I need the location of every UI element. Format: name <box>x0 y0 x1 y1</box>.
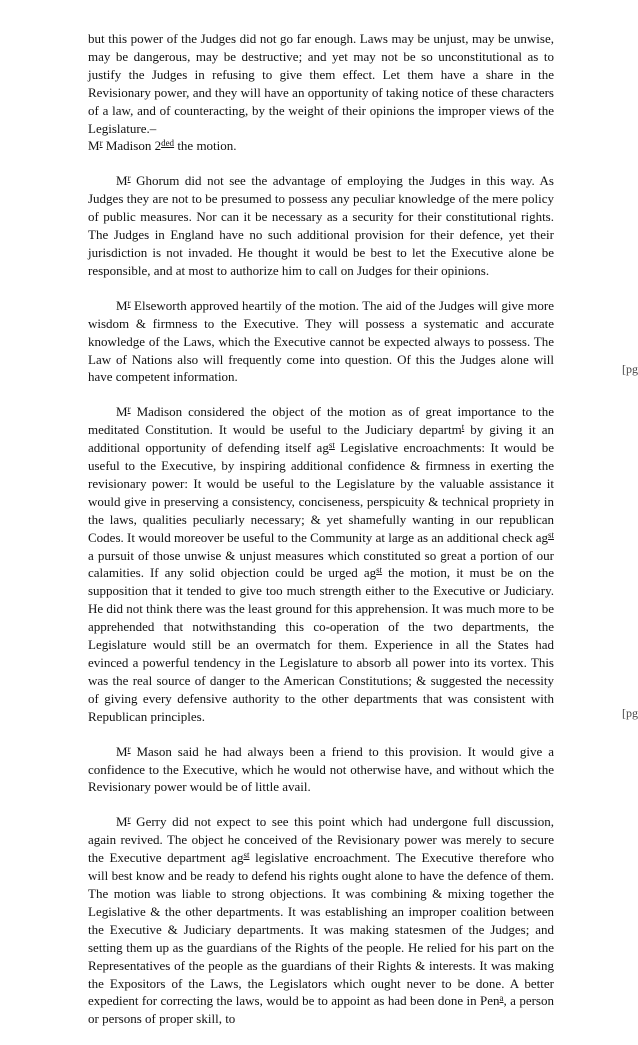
superscript: st <box>547 529 554 540</box>
paragraph-text: Ghorum did not see the advantage of employing the Judges in this way. As Judges they are not to be presumed to possess any peculiar knowledge of the mere policy of public measures. Nor can it be necessary as a security for their constitutional rights. The Judges in England have no such additional provision for their defence, yet their jurisdiction is not invaded. He thought it would be best to let the Executive alone be responsible, and at most to authorize him to call on Judges for their opinions. <box>88 173 554 278</box>
superscript: st <box>243 850 250 861</box>
superscript: t <box>461 422 465 433</box>
superscript: r <box>127 814 131 825</box>
superscript: r <box>127 404 131 415</box>
document-page <box>88 30 554 1045</box>
paragraph-text: , a person or persons of proper skill, to <box>88 993 554 1027</box>
superscript: st <box>328 440 335 451</box>
superscript: a <box>499 993 504 1004</box>
paragraph-1 <box>88 30 554 155</box>
page-marker-link[interactable]: [pg <box>622 706 638 720</box>
paragraph-text: legislative encroachment. The Executive therefore who will best know and be ready to defend his rights ought alone to have the defence of them. The motion was liable to strong objections. It was combining & mixing together the Legislative & the other departments. It was establishing an improper coalition between the Executive & Judiciary departments. It was making statesmen of the Judges; and setting them up as the guardians of the Rights of the people. He relied for his part on the Representatives of the people as the guardians of their Rights & interests. It was making the Expositors of the Laws, the Legislators which ought never to be done. A better expedient for correcting the laws, would be to appoint as had been done in Pen <box>88 850 554 1009</box>
superscript: ded <box>161 138 175 149</box>
superscript: r <box>127 297 131 308</box>
paragraph-text: but this power of the Judges did not go far enough. Laws may be unjust, may be unwise, may be dangerous, may be destructive; and yet may not be so unconstitutional as to justify the Judges in refusing to give them effect. Let them have a share in the Revisionary power, and they will have an opportunity of taking notice of these characters of a law, and of counteracting, by the weight of their opinions the improper views of the Legislature.– <box>88 31 554 136</box>
paragraph-text: Gerry did not expect to see this point which had undergone full discussion, again revived. The object he conceived of the Revisionary power was merely to secure the Executive department ag <box>88 814 554 866</box>
abbrev-mr: M <box>116 814 128 830</box>
abbrev-mr: M <box>116 743 128 759</box>
paragraph-text: Elseworth approved heartily of the motion. The aid of the Judges will give more wisdom & firmness to the Executive. They will possess a systematic and accurate knowledge of the Laws, which the Executive cannot be expected always to possess. The Law of Nations also will frequently come into question. Of this the Judges alone will have competent information. <box>88 297 554 385</box>
paragraph-text: Madison considered the object of the motion as of great importance to the meditated Constitution. It would be useful to the Judiciary departm <box>88 404 554 438</box>
abbrev-mr: M <box>116 404 128 420</box>
abbrev-mr: M <box>116 297 128 313</box>
superscript: r <box>127 743 131 754</box>
paragraph-2 <box>88 172 554 279</box>
paragraph-text: the motion, it must be on the supposition that it tended to give too much strength either to the Executive or Judiciary. He did not think there was the least ground for this apprehension. It was much more to be apprehended that notwithstanding this co-operation of the two departments, the Legislature would still be an overmatch for them. Experience in all the States had evinced a powerful tendency in the Legislature to absorb all power into its vortex. This was the real source of danger to the American Constitutions; & suggested the necessity of giving every defensive authority to the other departments that was consistent with Republican principles. <box>88 565 554 724</box>
superscript: r <box>99 138 103 149</box>
superscript: st <box>376 565 383 576</box>
superscript: r <box>127 173 131 184</box>
abbrev-mr: M <box>116 173 128 189</box>
abbrev-mr: M <box>88 138 100 154</box>
page-marker-link[interactable]: [pg <box>622 362 638 376</box>
paragraph-text: the motion. <box>174 138 237 154</box>
paragraph-text: by giving it an additional opportunity of defending itself ag <box>88 422 555 456</box>
paragraph-5 <box>88 743 554 797</box>
paragraph-4 <box>88 403 554 725</box>
paragraph-3 <box>88 297 554 387</box>
paragraph-text: Legislative encroachments: It would be useful to the Executive, by inspiring additional confidence & firmness in exerting the revisionary power: It would be useful to the Legislature by the valuable assistance it would give in preserving a consistency, conciseness, perspicuity & technical propriety in the laws, qualities peculiarly necessary; & yet shamefully wanting in our republican Codes. It would moreover be useful to the Community at large as an additional check ag <box>88 440 554 545</box>
paragraph-text: Mason said he had always been a friend to this provision. It would give a confidence to the Executive, which he would not otherwise have, and without which the Revisionary power would be of little avail. <box>88 743 554 795</box>
paragraph-6 <box>88 813 554 1028</box>
paragraph-text: Madison 2 <box>102 138 162 154</box>
paragraph-text: a pursuit of those unwise & unjust measures which constituted so great a portion of our calamities. If any solid objection could be urged ag <box>88 547 554 581</box>
